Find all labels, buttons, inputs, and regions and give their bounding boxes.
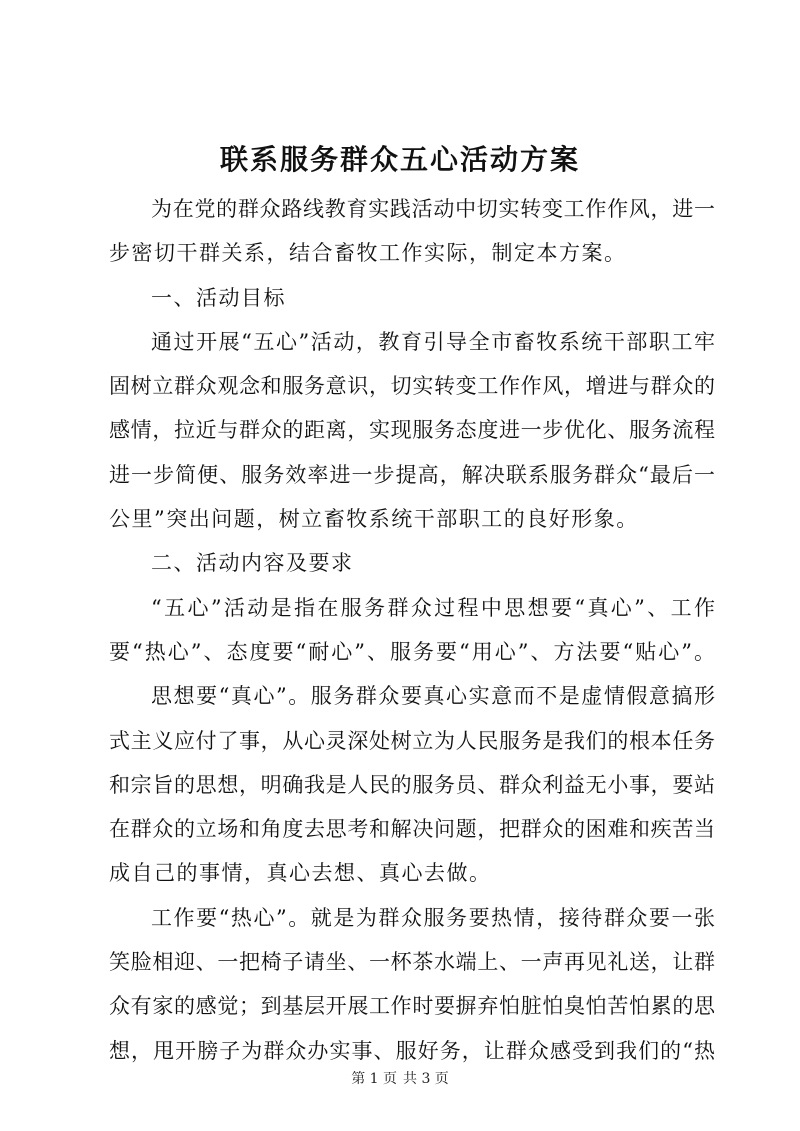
page-number-current: 第 1 页 [351,1071,397,1087]
body-line: 固树立群众观念和服务意识，切实转变工作作风，增进与群众的 [109,374,715,399]
body-line: 在群众的立场和角度去思考和解决问题，把群众的困难和疾苦当 [109,817,715,842]
body-line: 通过开展“五心”活动，教育引导全市畜牧系统干部职工牢 [151,329,715,354]
body-line: 感情，拉近与群众的距离，实现服务态度进一步优化、服务流程 [109,418,715,443]
body-line: 工作要“热心”。就是为群众服务要热情，接待群众要一张 [151,905,715,930]
body-line: 思想要“真心”。服务群众要真心实意而不是虚情假意搞形 [151,684,715,709]
document-body [109,187,715,1073]
body-line: 要“热心”、态度要“耐心”、服务要“用心”、方法要“贴心”。 [109,639,715,664]
body-line: 步密切干群关系，结合畜牧工作实际，制定本方案。 [109,241,627,266]
document-title: 联系服务群众五心活动方案 [219,143,580,176]
body-line: 想，甩开膀子为群众办实事、服好务，让群众感受到我们的“热 [109,1038,715,1063]
body-line: 进一步简便、服务效率进一步提高，解决联系服务群众“最后一 [109,462,715,487]
body-line: 笑脸相迎、一把椅子请坐、一杯茶水端上、一声再见礼送，让群 [109,950,715,975]
body-line: 式主义应付了事，从心灵深处树立为人民服务是我们的根本任务 [109,728,715,753]
page-footer [0,1068,800,1088]
body-line: 众有家的感觉；到基层开展工作时要摒弃怕脏怕臭怕苦怕累的思 [109,994,715,1019]
body-line: 成自己的事情，真心去想、真心去做。 [109,861,492,886]
body-line: 和宗旨的思想，明确我是人民的服务员、群众利益无小事，要站 [109,772,715,797]
body-line: 公里”突出问题，树立畜牧系统干部职工的良好形象。 [109,507,639,532]
page-number-total: 共 3 页 [403,1071,449,1087]
section-heading: 二、活动内容及要求 [151,551,354,576]
section-heading: 一、活动目标 [151,285,286,310]
body-line: “五心”活动是指在服务群众过程中思想要“真心”、工作 [151,595,715,620]
body-line: 为在党的群众路线教育实践活动中切实转变工作作风，进一 [151,197,715,221]
